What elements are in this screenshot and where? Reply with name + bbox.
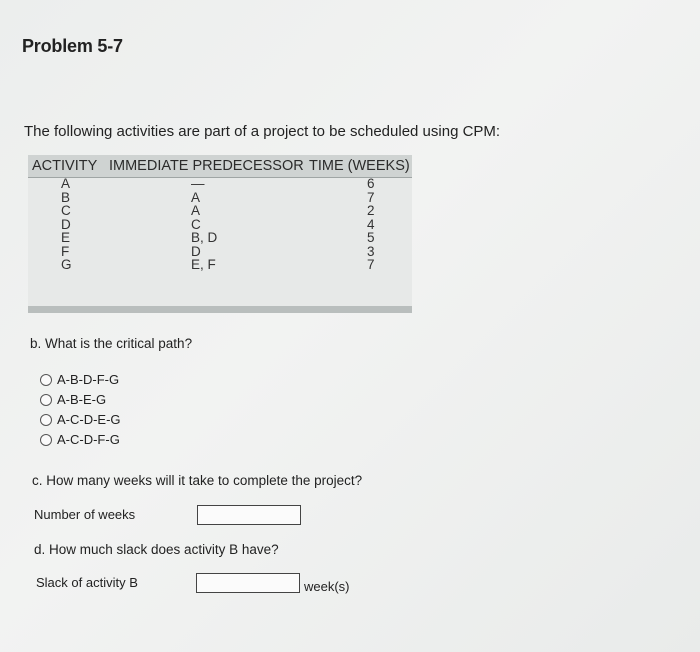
table-header [28, 155, 412, 178]
cell-predecessor: A [191, 189, 201, 205]
cell-time: 2 [367, 203, 375, 218]
cell-predecessor: A [191, 203, 201, 218]
cell-time: 7 [367, 189, 375, 205]
predecessor-column [191, 177, 217, 272]
critical-path-option[interactable] [40, 412, 121, 427]
radio-button-icon[interactable] [40, 434, 52, 446]
option-label: A-C-D-E-G [57, 412, 121, 427]
cell-predecessor: E, F [191, 257, 216, 272]
option-label: A-C-D-F-G [57, 432, 120, 447]
slack-unit-label: week(s) [304, 579, 350, 594]
critical-path-option[interactable] [40, 432, 120, 447]
header-predecessor: IMMEDIATE PREDECESSOR [109, 158, 304, 174]
question-d-prompt: d. How much slack does activity B have? [34, 542, 279, 557]
option-label: A-B-D-F-G [57, 372, 120, 387]
header-time: TIME (WEEKS) [309, 158, 410, 174]
number-of-weeks-label: Number of weeks [34, 507, 136, 522]
cell-time: 3 [367, 243, 375, 259]
cell-predecessor: C [191, 216, 201, 232]
cell-activity: G [61, 257, 72, 272]
cell-activity: B [61, 189, 71, 205]
cell-activity: E [61, 230, 71, 245]
cell-time: 7 [367, 257, 375, 272]
radio-button-icon[interactable] [40, 374, 52, 386]
question-c-prompt: c. How many weeks will it take to complete the project? [32, 473, 363, 488]
cell-predecessor: D [191, 243, 201, 259]
radio-button-icon[interactable] [40, 394, 52, 406]
problem-title: Problem 5-7 [22, 36, 123, 56]
cell-time: 5 [367, 230, 375, 245]
critical-path-option[interactable] [40, 392, 106, 407]
activity-column [61, 177, 72, 272]
time-column [367, 177, 375, 272]
cell-time: 6 [367, 176, 375, 191]
activity-table [28, 155, 412, 313]
option-label: A-B-E-G [57, 392, 107, 407]
slack-of-activity-b-input[interactable] [196, 573, 300, 593]
slack-of-activity-b-label: Slack of activity B [36, 575, 138, 590]
header-activity: ACTIVITY [32, 158, 98, 174]
critical-path-option[interactable] [40, 372, 119, 387]
radio-button-icon[interactable] [40, 414, 52, 426]
cell-predecessor: B, D [191, 230, 218, 245]
cell-predecessor: — [191, 176, 205, 191]
number-of-weeks-input[interactable] [197, 505, 301, 525]
cell-activity: A [61, 176, 71, 191]
problem-intro: The following activities are part of a project to be scheduled using CPM: [24, 123, 501, 140]
cell-activity: D [61, 216, 71, 232]
cell-activity: C [61, 203, 71, 218]
question-b-prompt: b. What is the critical path? [30, 336, 193, 351]
cell-activity: F [61, 243, 70, 259]
cell-time: 4 [367, 216, 375, 232]
table-footer-bar [28, 306, 412, 313]
